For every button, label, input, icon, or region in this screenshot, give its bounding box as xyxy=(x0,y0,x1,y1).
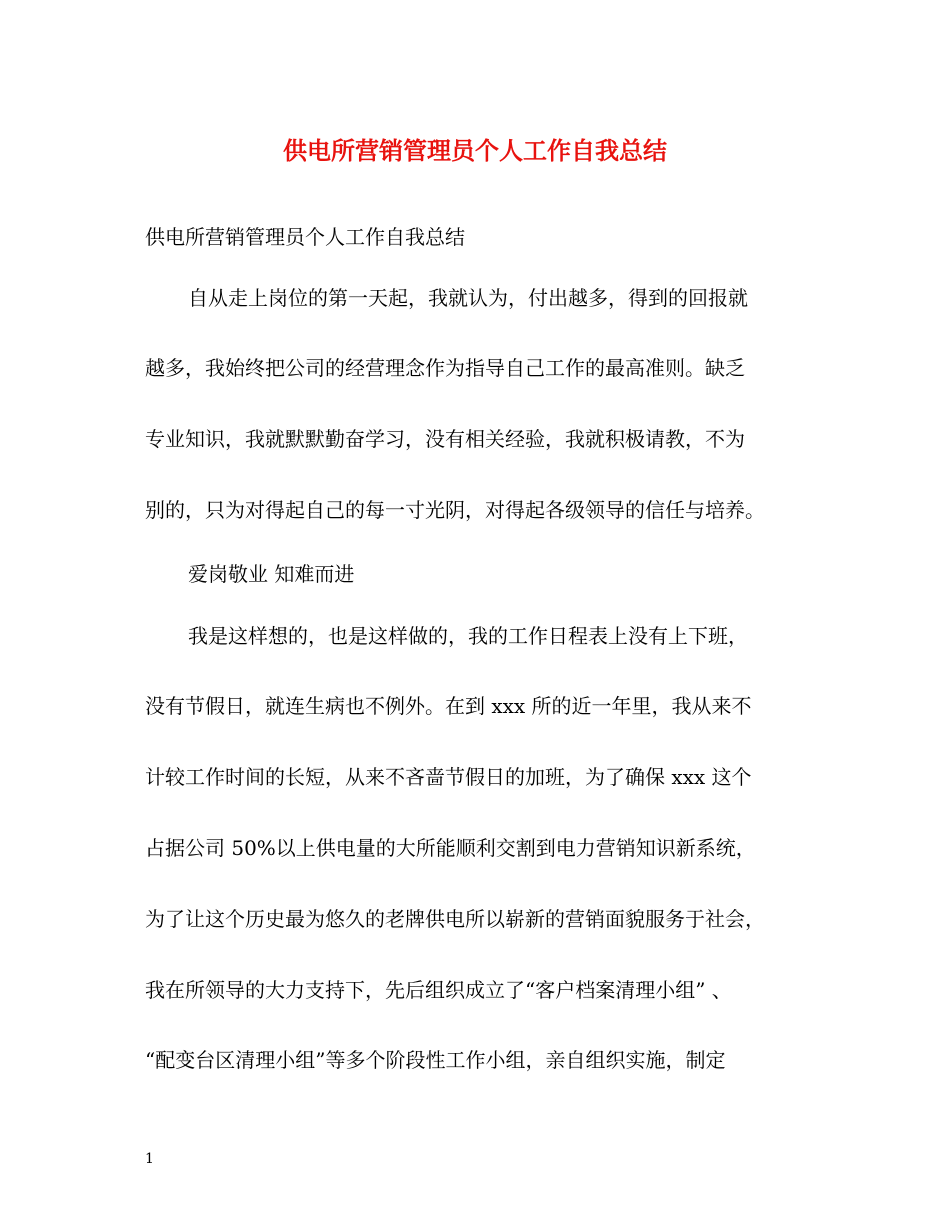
paragraph-line-4: 别的，只为对得起自己的每一寸光阴，对得起各级领导的信任与培养。 xyxy=(145,498,765,522)
page-number: 1 xyxy=(145,1151,154,1167)
paragraph-line-2: 越多，我始终把公司的经营理念作为指导自己工作的最高准则。缺乏 xyxy=(145,356,745,380)
document-subtitle: 供电所营销管理员个人工作自我总结 xyxy=(145,225,465,249)
paragraph-line-1: 自从走上岗位的第一天起，我就认为，付出越多，得到的回报就 xyxy=(188,286,748,310)
paragraph-line-3: 专业知识，我就默默勤奋学习，没有相关经验，我就积极请教，不为 xyxy=(145,427,745,451)
paragraph-line-9: 为了让这个历史最为悠久的老牌供电所以崭新的营销面貌服务于社会， xyxy=(145,907,765,931)
paragraph-line-5: 我是这样想的，也是这样做的，我的工作日程表上没有上下班， xyxy=(188,624,748,648)
paragraph-line-8: 占据公司 50%以上供电量的大所能顺利交割到电力营销知识新系统， xyxy=(145,836,756,860)
section-heading: 爱岗敬业 知难而进 xyxy=(188,562,355,586)
paragraph-line-10: 我在所领导的大力支持下，先后组织成立了“客户档案清理小组” 、 xyxy=(145,978,732,1002)
document-title: 供电所营销管理员个人工作自我总结 xyxy=(283,136,667,165)
paragraph-line-6: 没有节假日，就连生病也不例外。在到 xxx 所的近一年里，我从来不 xyxy=(145,694,752,718)
paragraph-line-11: “配变台区清理小组”等多个阶段性工作小组，亲自组织实施，制定 xyxy=(145,1048,726,1072)
paragraph-line-7: 计较工作时间的长短，从来不吝啬节假日的加班，为了确保 xxx 这个 xyxy=(145,765,752,789)
